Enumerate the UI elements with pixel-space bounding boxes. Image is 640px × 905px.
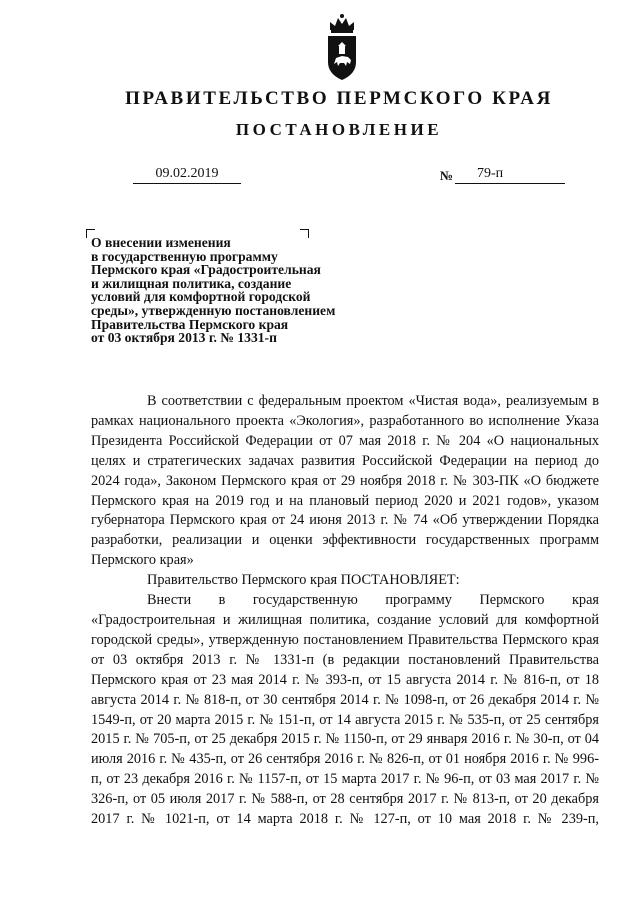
perm-coat-of-arms-emblem [322,12,362,82]
document-number: 79-п [477,166,504,181]
government-name-heading: ПРАВИТЕЛЬСТВО ПЕРМСКОГО КРАЯ [125,88,553,109]
document-title [91,236,391,345]
resolution-paragraph: Правительство Пермского края ПОСТАНОВЛЯЕТ: [147,572,460,589]
title-line: в государственную программу [91,248,278,264]
title-line: Пермского края «Градостроительная [91,262,321,278]
preamble-paragraph: В соответствии с федеральным проектом «Чистая вода», реализуемым в рамках национального проекта «Экология», разработанного во исполнение Указа Президента Российской Федерации от 07 мая 2018 г. № 204 «О национальных целях и стратегических задачах развития Российской Федерации на период до 2024 года», Законом Пермского края от 29 ноября 2018 г. № 303-ПК «О бюджете Пермского края на 2019 год и на плановый период 2020 и 2021 годов», указом губернатора Пермского края от 24 июня 2013 г. № 74 «Об утверждении Порядка разработки, реализации и оценки эффективности государственных программ Пермского края» [91,393,599,569]
document-body [91,392,599,830]
document-date: 09.02.2019 [133,165,241,184]
title-line: Правительства Пермского края [91,316,289,332]
amendment-paragraph: Внести в государственную программу Пермского края «Градостроительная и жилищная политика, создание условий для комфортной городской среды», утвержденную постановлением Правительства Пермского края от 03 октября 2013 г. № 1331-п (в редакции постановлений Правительства Пермского края от 23 мая 2014 г. № 393-п, от 15 августа 2014 г. № 816-п, от 18 августа 2014 г. № 818-п, от 30 сентября 2014 г. № 1098-п, от 26 декабря 2014 г. № 1549-п, от 20 марта 2015 г. № 151-п, от 14 августа 2015 г. № 535-п, от 25 сентября 2015 г. № 705-п, от 25 декабря 2015 г. № 1150-п, от 29 января 2016 г. № 30-п, от 04 июля 2016 г. № 435-п, от 26 сентября 2016 г. № 826-п, от 01 ноября 2016 г. № 996-п, от 23 декабря 2016 г. № 1157-п, от 15 марта 2017 г. № 96-п, от 03 мая 2017 г. № 326-п, от 05 июля 2017 г. № 588-п, от 28 сентября 2017 г. № 813-п, от 20 декабря 2017 г. № 1021-п, от 14 марта 2018 г. № 127-п, от 10 мая 2018 г. № 239-п, [91,592,599,828]
title-line: и жилищная политика, создание [91,275,292,291]
title-line: среды», утвержденную постановлением [91,302,336,318]
title-line: условий для комфортной городской [91,289,311,305]
document-number-field [455,165,565,184]
title-line: О внесении изменения [91,235,231,250]
number-sign: № [440,168,454,183]
document-type-heading: ПОСТАНОВЛЕНИЕ [235,120,443,139]
title-line: от 03 октября 2013 г. № 1331-п [91,330,277,346]
